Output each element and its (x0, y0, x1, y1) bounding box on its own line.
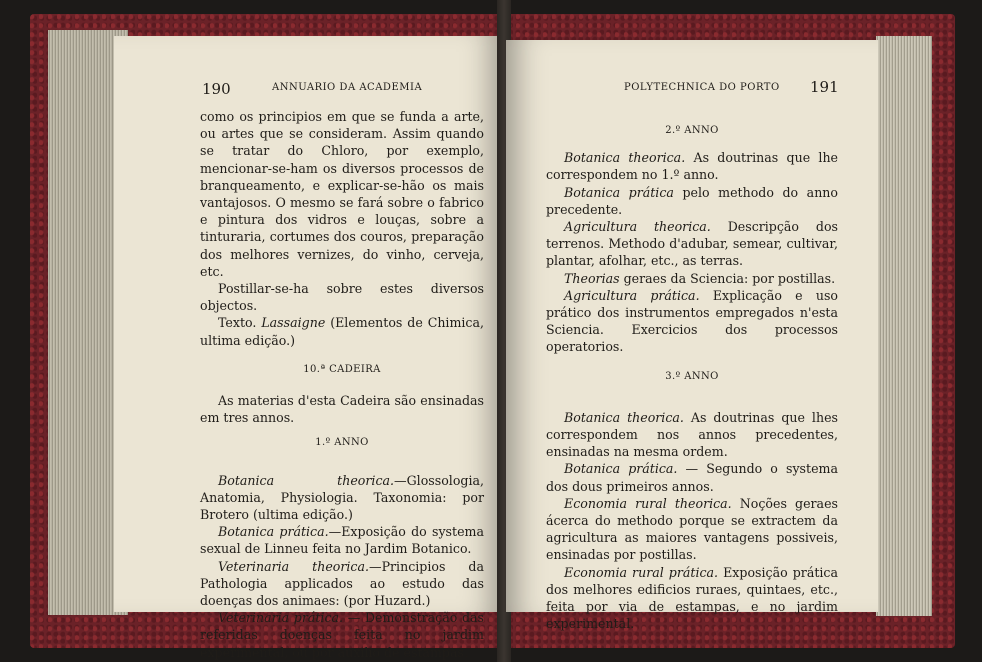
item-title: Botanica theorica. (218, 472, 395, 488)
year-heading: 1.º ANNO (315, 437, 369, 449)
list-item (546, 495, 838, 564)
year3-heading: 3.º ANNO (665, 370, 719, 382)
item-text: —Glossologia, Anatomia, Physiologia. Taxonomia: por Brotero (ultima edição.) (200, 472, 484, 523)
item-title: Economia rural prática. (564, 564, 719, 580)
item-text: Descripção dos terrenos. Methodo d'adubar, semear, cultivar, plantar, afolhar, etc., as terras. (546, 219, 838, 269)
item-text: — Demonstração das referidas doenças feita no jardim experimental, ou por auxilio de estampas. (200, 610, 484, 660)
section-heading: 10.ª CADEIRA (303, 363, 381, 375)
continued-paragraph: como os principios em que se funda a arte, ou artes que se consideram. Assim quando se tratar do Chloro, por exemplo, mencionar-se-ham os diversos processos de branqueamento, e explicar-se-hão os mais vantajosos. O mesmo se fará sobre o fabrico e pintura dos vidros e louças, sobre a tinturaria, cortumes dos couros, preparação dos melhores vernizes, do vinho, cerveja, etc. (200, 109, 484, 279)
texto-author: Lassaigne (261, 315, 326, 331)
left-page-body (200, 108, 484, 661)
list-item (200, 609, 484, 661)
spacer (200, 462, 484, 472)
list-item (200, 558, 484, 610)
right-running-head: POLYTECHNICA DO PORTO (624, 82, 780, 93)
item-text: Noções geraes ácerca do methodo porque se extractem da agricultura as maiores vantagens possiveis, ensinadas por postillas. (546, 495, 838, 563)
item-text: —Principios da Pathologia applicados ao estudo das doenças dos animaes: (por Huzard.) (200, 558, 484, 609)
item-title: Botanica prática. (564, 461, 678, 477)
section-intro: As materias d'esta Cadeira são ensinadas em tres annos. (200, 393, 484, 426)
list-item (546, 409, 838, 461)
texto-line (200, 314, 484, 348)
right-page-edges (876, 36, 932, 616)
list-item (546, 270, 838, 287)
item-text: pelo methodo do anno precedente. (546, 184, 838, 217)
item-title: Agricultura prática. (564, 287, 700, 303)
item-title: Veterinaria prática. (218, 610, 344, 626)
item-text: As doutrinas que lhe correspondem no 1.º anno. (546, 150, 839, 183)
item-title: Botanica theorica. (564, 150, 686, 166)
postillar-line: Postillar-se-ha sobre estes diversos objectos. (200, 281, 484, 314)
item-title: Economia rural theorica. (564, 495, 732, 511)
left-page (114, 36, 502, 660)
item-title: Veterinaria theorica. (218, 558, 369, 574)
texto-rest: (Elementos de Chimica, ultima edição.) (200, 315, 484, 348)
year2-heading: 2.º ANNO (665, 125, 719, 136)
list-item (546, 460, 838, 494)
item-title: Theorias (564, 270, 620, 286)
left-running-head: ANNUARIO DA ACADEMIA (272, 82, 423, 93)
list-item (546, 564, 838, 633)
right-page-body (546, 122, 838, 632)
item-title: Botanica theorica. (564, 409, 684, 425)
list-item (546, 184, 838, 218)
list-item (546, 149, 838, 183)
item-title: Botanica prática. (218, 524, 329, 540)
item-title: Botanica prática (564, 184, 674, 200)
item-text: — Segundo o systema dos dous primeiros annos. (546, 461, 838, 494)
item-text: —Exposição do systema sexual de Linneu feita no Jardim Botanico. (200, 524, 484, 557)
right-page-number: 191 (810, 78, 839, 96)
right-page (506, 40, 878, 632)
item-title: Agricultura theorica. (564, 219, 711, 235)
list-item (546, 218, 838, 270)
list-item (200, 472, 484, 524)
list-item (546, 287, 838, 356)
list-item (200, 523, 484, 557)
left-page-number: 190 (202, 80, 231, 98)
item-text: geraes da Sciencia: por postillas. (623, 270, 836, 286)
texto-prefix: Texto. (218, 315, 257, 331)
item-text: Exposição prática dos melhores edificios ruraes, quintaes, etc., feita por via de estampas, e no jardim experimental. (546, 564, 838, 632)
spacer (546, 399, 838, 409)
item-text: As doutrinas que lhes correspondem nos annos precedentes, ensinadas na mesma ordem. (546, 409, 838, 460)
item-text: Explicação e uso prático dos instrumentos empregados n'esta Sciencia. Exercicios dos processos operatorios. (546, 287, 838, 355)
